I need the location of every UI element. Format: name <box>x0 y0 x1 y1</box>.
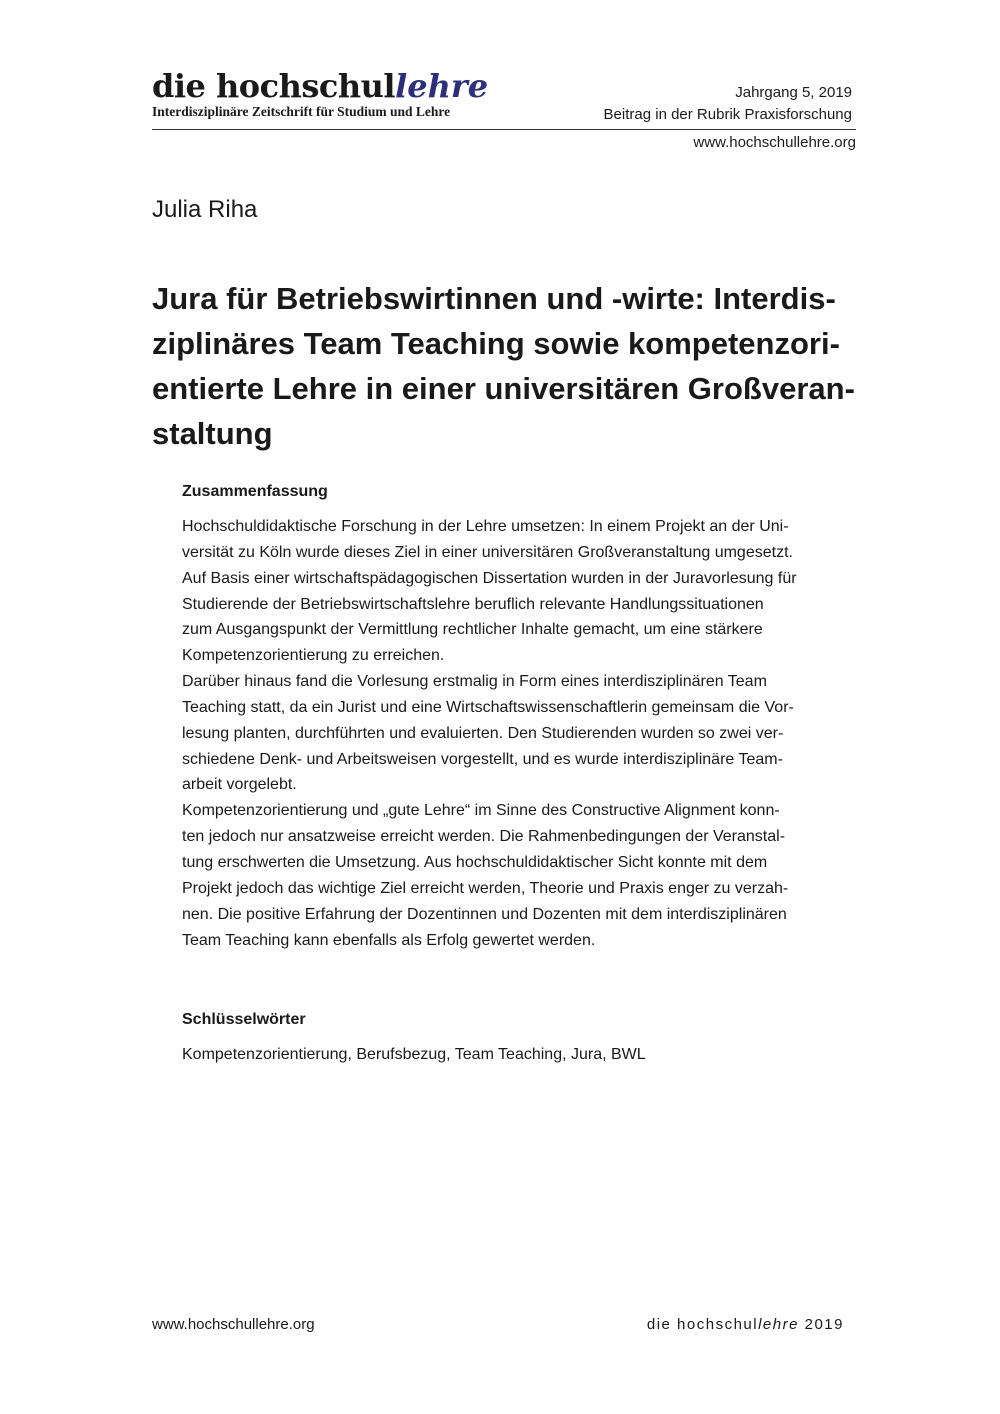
issue-meta <box>604 82 852 126</box>
abstract-line: versität zu Köln wurde dieses Ziel in einer universitären Großveranstaltung umgesetzt. <box>182 543 793 561</box>
footer-url-link[interactable]: www.hochschullehre.org <box>152 1316 315 1333</box>
logo-main-text: die hochschul <box>152 67 396 105</box>
abstract-line: nen. Die positive Erfahrung der Dozentinnen und Dozenten mit dem interdisziplinären <box>182 905 787 923</box>
abstract-body <box>182 514 852 953</box>
abstract-line: Auf Basis einer wirtschaftspädagogischen Dissertation wurden in der Juravorlesung für <box>182 569 797 587</box>
abstract-line: tung erschwerten die Umsetzung. Aus hochschuldidaktischer Sicht konnte mit dem <box>182 853 768 871</box>
header-url-link[interactable]: www.hochschullehre.org <box>693 134 856 151</box>
abstract-line: lesung planten, durchführten und evaluierten. Den Studierenden wurden so zwei ver- <box>182 724 784 742</box>
title-line: staltung <box>152 416 273 451</box>
footer-year: 2019 <box>804 1316 844 1333</box>
keywords-section <box>182 1010 852 1066</box>
abstract-line: Darüber hinaus fand die Vorlesung erstmalig in Form eines interdisziplinären Team <box>182 673 767 691</box>
title-line: entierte Lehre in einer universitären Großveran- <box>152 371 855 406</box>
abstract-line: Kompetenzorientierung und „gute Lehre“ im Sinne des Constructive Alignment konn- <box>182 802 780 820</box>
title-line: Jura für Betriebswirtinnen und -wirte: Interdis- <box>152 281 836 316</box>
footer-journal-prefix: die hochschul <box>646 1316 759 1333</box>
abstract-line: Hochschuldidaktische Forschung in der Lehre umsetzen: In einem Projekt an der Uni- <box>182 518 789 535</box>
abstract-heading: Zusammenfassung <box>182 483 328 500</box>
rubric-label: Beitrag in der Rubrik Praxisforschung <box>603 106 852 123</box>
abstract-line: Teaching statt, da ein Jurist und eine Wirtschaftswissenschaftlerin gemeinsam die Vor- <box>182 698 794 716</box>
logo-subtitle: Interdisziplinäre Zeitschrift für Studium und Lehre <box>152 104 451 119</box>
abstract-line: Kompetenzorientierung zu erreichen. <box>182 647 445 665</box>
abstract-line: Projekt jedoch das wichtige Ziel erreicht werden, Theorie und Praxis enger zu verzah- <box>182 879 789 897</box>
footer-journal-accent: lehre <box>758 1316 799 1333</box>
abstract-section <box>182 482 852 953</box>
keywords-heading: Schlüsselwörter <box>182 1011 306 1028</box>
abstract-line: Team Teaching kann ebenfalls als Erfolg gewertet werden. <box>182 931 596 949</box>
abstract-line: schiedene Denk- und Arbeitsweisen vorgestellt, und es wurde interdisziplinäre Team- <box>182 750 783 768</box>
footer-journal-label <box>647 1316 844 1333</box>
article-title <box>152 276 855 456</box>
volume-label: Jahrgang 5, 2019 <box>735 84 852 101</box>
author-name: Julia Riha <box>152 196 258 223</box>
title-line: ziplinäres Team Teaching sowie kompetenzori- <box>152 326 840 361</box>
abstract-line: Studierende der Betriebswirtschaftslehre beruflich relevante Handlungssituationen <box>182 595 764 613</box>
abstract-line: arbeit vorgelebt. <box>182 776 297 794</box>
keywords-text: Kompetenzorientierung, Berufsbezug, Team Teaching, Jura, BWL <box>182 1046 646 1063</box>
journal-logo <box>152 68 488 104</box>
header-divider <box>152 129 856 130</box>
abstract-line: zum Ausgangspunkt der Vermittlung rechtlicher Inhalte gemacht, um eine stärkere <box>182 621 763 639</box>
logo-accent-text: lehre <box>395 67 489 105</box>
abstract-line: ten jedoch nur ansatzweise erreicht werden. Die Rahmenbedingungen der Veranstal- <box>182 828 786 846</box>
